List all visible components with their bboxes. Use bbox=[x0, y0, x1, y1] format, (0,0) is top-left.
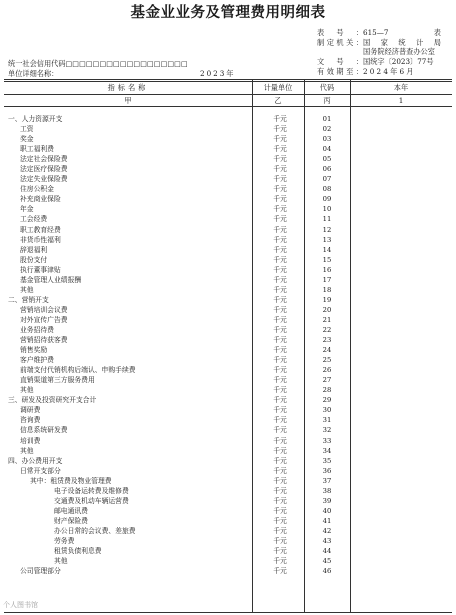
table-row bbox=[0, 285, 456, 295]
table-row bbox=[0, 365, 456, 375]
table-row bbox=[0, 506, 456, 516]
table-top-border-double bbox=[4, 81, 452, 82]
table-row bbox=[0, 405, 456, 415]
row-unit: 千元 bbox=[273, 346, 287, 355]
row-unit: 千元 bbox=[273, 426, 287, 435]
row-code: 33 bbox=[322, 436, 332, 445]
row-indicator-name: 劳务费 bbox=[54, 536, 75, 545]
row-code: 18 bbox=[322, 285, 332, 294]
row-code: 15 bbox=[322, 255, 332, 264]
row-code: 28 bbox=[322, 386, 332, 395]
table-row bbox=[0, 425, 456, 435]
table-row bbox=[0, 486, 456, 496]
row-code: 08 bbox=[322, 185, 332, 194]
row-unit: 千元 bbox=[273, 446, 287, 455]
row-indicator-name: 基金管理人业绩报酬 bbox=[20, 275, 82, 284]
meta-value: 2024年6月 bbox=[363, 67, 416, 76]
row-unit: 千元 bbox=[273, 516, 287, 525]
row-unit: 千元 bbox=[273, 225, 287, 234]
table-row bbox=[0, 164, 456, 174]
row-indicator-name: 业务招待费 bbox=[20, 325, 54, 334]
row-unit: 千元 bbox=[273, 456, 287, 465]
row-indicator-name: 执行董事津贴 bbox=[20, 265, 61, 274]
table-row bbox=[0, 275, 456, 285]
meta-line bbox=[317, 47, 449, 56]
header-indicator-name: 指标名称 bbox=[107, 83, 149, 92]
table-row bbox=[0, 456, 456, 466]
header-code: 代码 bbox=[319, 83, 335, 92]
meta-line bbox=[317, 38, 449, 47]
row-indicator-name: 公司管理部分 bbox=[20, 567, 61, 576]
row-code: 10 bbox=[322, 205, 332, 214]
subheader-col-c: 丙 bbox=[323, 96, 331, 105]
table-row bbox=[0, 245, 456, 255]
row-code: 23 bbox=[322, 336, 332, 345]
row-unit: 千元 bbox=[273, 476, 287, 485]
table-row bbox=[0, 235, 456, 245]
row-indicator-name: 交通费及机动车辆运营费 bbox=[54, 496, 129, 505]
row-code: 29 bbox=[322, 396, 332, 405]
row-unit: 千元 bbox=[273, 567, 287, 576]
row-code: 37 bbox=[322, 476, 332, 485]
row-unit: 千元 bbox=[273, 205, 287, 214]
row-unit: 千元 bbox=[273, 175, 287, 184]
table-row bbox=[0, 325, 456, 335]
table-row bbox=[0, 566, 456, 576]
row-unit: 千元 bbox=[273, 526, 287, 535]
row-code: 20 bbox=[322, 305, 332, 314]
row-unit: 千元 bbox=[273, 376, 287, 385]
table-row bbox=[0, 415, 456, 425]
row-indicator-name: 营销培训会议费 bbox=[20, 305, 68, 314]
table-row bbox=[0, 556, 456, 566]
table-row bbox=[0, 526, 456, 536]
row-code: 12 bbox=[322, 225, 332, 234]
row-indicator-name: 工资 bbox=[20, 125, 34, 134]
row-unit: 千元 bbox=[273, 235, 287, 244]
header-current-year: 本年 bbox=[393, 83, 409, 92]
row-unit: 千元 bbox=[273, 135, 287, 144]
row-indicator-name: 职工教育经费 bbox=[20, 225, 61, 234]
form-title: 基金业业务及管理费用明细表 bbox=[130, 4, 326, 21]
table-row bbox=[0, 144, 456, 154]
table-row bbox=[0, 395, 456, 405]
row-code: 14 bbox=[322, 245, 332, 254]
row-unit: 千元 bbox=[273, 125, 287, 134]
row-code: 39 bbox=[322, 496, 332, 505]
table-body bbox=[0, 114, 456, 576]
table-row bbox=[0, 214, 456, 224]
row-indicator-name: 信息系统研发费 bbox=[20, 426, 68, 435]
row-indicator-name: 对外宣传广告费 bbox=[20, 315, 68, 324]
row-code: 46 bbox=[322, 567, 332, 576]
row-unit: 千元 bbox=[273, 165, 287, 174]
row-unit: 千元 bbox=[273, 547, 287, 556]
table-row bbox=[0, 546, 456, 556]
row-indicator-name: 销售奖励 bbox=[20, 346, 48, 355]
meta-label: 制定机关： bbox=[317, 38, 363, 47]
row-indicator-name: 法定医疗保险费 bbox=[20, 165, 68, 174]
row-code: 27 bbox=[322, 376, 332, 385]
table-row bbox=[0, 174, 456, 184]
meta-value: 615—7表 bbox=[363, 28, 441, 37]
row-code: 32 bbox=[322, 426, 332, 435]
row-indicator-name: 其他 bbox=[20, 386, 34, 395]
row-code: 11 bbox=[322, 215, 332, 224]
row-indicator-name: 其中：租赁费及物业管理费 bbox=[30, 476, 112, 485]
row-code: 19 bbox=[322, 295, 332, 304]
table-row bbox=[0, 114, 456, 124]
row-indicator-name: 三、研发及投资研究开支合计 bbox=[8, 396, 97, 405]
row-indicator-name: 二、营销开支 bbox=[8, 295, 49, 304]
row-indicator-name: 其他 bbox=[20, 446, 34, 455]
row-unit: 千元 bbox=[273, 506, 287, 515]
row-code: 26 bbox=[322, 366, 332, 375]
table-row bbox=[0, 154, 456, 164]
table-row bbox=[0, 225, 456, 235]
row-unit: 千元 bbox=[273, 195, 287, 204]
row-code: 36 bbox=[322, 466, 332, 475]
row-unit: 千元 bbox=[273, 536, 287, 545]
row-indicator-name: 办公日常的会议费、差旅费 bbox=[54, 526, 136, 535]
row-indicator-name: 工会经费 bbox=[20, 215, 48, 224]
subheader-col-b: 乙 bbox=[274, 96, 282, 105]
row-indicator-name: 法定失业保险费 bbox=[20, 175, 68, 184]
row-indicator-name: 补充商业保险 bbox=[20, 195, 61, 204]
meta-label: 文号： bbox=[317, 57, 363, 66]
row-indicator-name: 股份支付 bbox=[20, 255, 48, 264]
subheader-col-a: 甲 bbox=[124, 96, 132, 105]
unit-name-label: 单位详细名称： bbox=[8, 69, 59, 78]
row-unit: 千元 bbox=[273, 496, 287, 505]
table-row bbox=[0, 315, 456, 325]
table-row bbox=[0, 265, 456, 275]
row-indicator-name: 财产保险费 bbox=[54, 516, 88, 525]
row-indicator-name: 前端支付代销机构后端认、申购手续费 bbox=[20, 366, 136, 375]
row-indicator-name: 一、人力资源开支 bbox=[8, 115, 63, 123]
row-code: 40 bbox=[322, 506, 332, 515]
row-unit: 千元 bbox=[273, 265, 287, 274]
row-unit: 千元 bbox=[273, 145, 287, 154]
subheader-divider bbox=[4, 106, 452, 107]
row-indicator-name: 年金 bbox=[20, 205, 34, 214]
row-code: 38 bbox=[322, 486, 332, 495]
row-code: 13 bbox=[322, 235, 332, 244]
row-code: 06 bbox=[322, 165, 332, 174]
table-row bbox=[0, 295, 456, 305]
row-code: 22 bbox=[322, 325, 332, 334]
row-indicator-name: 法定社会保险费 bbox=[20, 155, 68, 164]
table-row bbox=[0, 335, 456, 345]
row-code: 25 bbox=[322, 356, 332, 365]
row-code: 35 bbox=[322, 456, 332, 465]
row-unit: 千元 bbox=[273, 325, 287, 334]
row-code: 02 bbox=[322, 125, 332, 134]
row-code: 43 bbox=[322, 536, 332, 545]
row-unit: 千元 bbox=[273, 386, 287, 395]
row-unit: 千元 bbox=[273, 285, 287, 294]
table-row bbox=[0, 355, 456, 365]
row-code: 41 bbox=[322, 516, 332, 525]
row-unit: 千元 bbox=[273, 255, 287, 264]
meta-line bbox=[317, 57, 449, 66]
row-indicator-name: 住房公积金 bbox=[20, 185, 54, 194]
table-row bbox=[0, 345, 456, 355]
row-indicator-name: 日常开支部分 bbox=[20, 466, 61, 475]
row-code: 31 bbox=[322, 416, 332, 425]
row-unit: 千元 bbox=[273, 305, 287, 314]
row-unit: 千元 bbox=[273, 396, 287, 405]
row-unit: 千元 bbox=[273, 557, 287, 566]
row-indicator-name: 辞退福利 bbox=[20, 245, 48, 254]
meta-line bbox=[317, 67, 449, 76]
row-indicator-name: 四、办公费用开支 bbox=[8, 456, 63, 465]
table-bottom-border bbox=[4, 612, 452, 613]
row-indicator-name: 咨询费 bbox=[20, 416, 41, 425]
row-code: 04 bbox=[322, 145, 332, 154]
report-year: 2023年 bbox=[200, 69, 236, 78]
row-indicator-name: 非货币性福利 bbox=[20, 235, 61, 244]
table-row bbox=[0, 124, 456, 134]
row-code: 16 bbox=[322, 265, 332, 274]
row-code: 17 bbox=[322, 275, 332, 284]
row-unit: 千元 bbox=[273, 436, 287, 445]
row-unit: 千元 bbox=[273, 115, 287, 123]
row-code: 09 bbox=[322, 195, 332, 204]
row-code: 30 bbox=[322, 406, 332, 415]
table-row bbox=[0, 184, 456, 194]
row-unit: 千元 bbox=[273, 245, 287, 254]
meta-line bbox=[317, 28, 449, 37]
table-row bbox=[0, 536, 456, 546]
meta-label: 有效期至： bbox=[317, 67, 363, 76]
table-row bbox=[0, 255, 456, 265]
table-row bbox=[0, 305, 456, 315]
row-unit: 千元 bbox=[273, 185, 287, 194]
row-code: 42 bbox=[322, 526, 332, 535]
row-code: 45 bbox=[322, 557, 332, 566]
row-unit: 千元 bbox=[273, 356, 287, 365]
row-indicator-name: 其他 bbox=[20, 285, 34, 294]
row-code: 03 bbox=[322, 135, 332, 144]
row-unit: 千元 bbox=[273, 336, 287, 345]
row-indicator-name: 调研费 bbox=[20, 406, 41, 415]
meta-value: 国务院经济普查办公室 bbox=[363, 47, 435, 56]
row-unit: 千元 bbox=[273, 295, 287, 304]
row-code: 07 bbox=[322, 175, 332, 184]
table-row bbox=[0, 375, 456, 385]
header-unit: 计量单位 bbox=[263, 83, 293, 92]
table-row bbox=[0, 496, 456, 506]
row-code: 34 bbox=[322, 446, 332, 455]
credit-code-label: 统一社会信用代码□□□□□□□□□□□□□□□□□□ bbox=[8, 59, 188, 68]
row-indicator-name: 职工福利费 bbox=[20, 145, 54, 154]
row-indicator-name: 奖金 bbox=[20, 135, 34, 144]
row-indicator-name: 营销招待获客费 bbox=[20, 336, 68, 345]
watermark-text: 个人图书馆 bbox=[3, 601, 38, 609]
header-divider bbox=[4, 94, 452, 95]
row-unit: 千元 bbox=[273, 315, 287, 324]
meta-value: 国统字〔2023〕77号 bbox=[363, 57, 434, 66]
row-unit: 千元 bbox=[273, 275, 287, 284]
meta-label: 表号： bbox=[317, 28, 363, 37]
row-indicator-name: 其他 bbox=[54, 557, 68, 566]
table-row bbox=[0, 476, 456, 486]
table-row bbox=[0, 194, 456, 204]
row-indicator-name: 培训费 bbox=[20, 436, 41, 445]
row-code: 01 bbox=[322, 115, 332, 123]
table-row bbox=[0, 516, 456, 526]
row-unit: 千元 bbox=[273, 215, 287, 224]
row-unit: 千元 bbox=[273, 155, 287, 164]
meta-value: 国家统计局 bbox=[363, 38, 441, 47]
table-row bbox=[0, 204, 456, 214]
row-indicator-name: 直销渠道第三方服务费用 bbox=[20, 376, 95, 385]
row-code: 21 bbox=[322, 315, 332, 324]
row-unit: 千元 bbox=[273, 406, 287, 415]
row-unit: 千元 bbox=[273, 486, 287, 495]
row-code: 24 bbox=[322, 346, 332, 355]
row-unit: 千元 bbox=[273, 366, 287, 375]
row-code: 05 bbox=[322, 155, 332, 164]
table-row bbox=[0, 134, 456, 144]
row-code: 44 bbox=[322, 547, 332, 556]
subheader-col-1: 1 bbox=[398, 96, 404, 105]
row-unit: 千元 bbox=[273, 416, 287, 425]
table-row bbox=[0, 436, 456, 446]
row-indicator-name: 电子设备运转费及维修费 bbox=[54, 486, 129, 495]
row-unit: 千元 bbox=[273, 466, 287, 475]
table-row bbox=[0, 446, 456, 456]
row-indicator-name: 租赁负债利息费 bbox=[54, 547, 102, 556]
table-row bbox=[0, 466, 456, 476]
table-row bbox=[0, 385, 456, 395]
row-indicator-name: 邮电通讯费 bbox=[54, 506, 88, 515]
row-indicator-name: 客户维护费 bbox=[20, 356, 54, 365]
